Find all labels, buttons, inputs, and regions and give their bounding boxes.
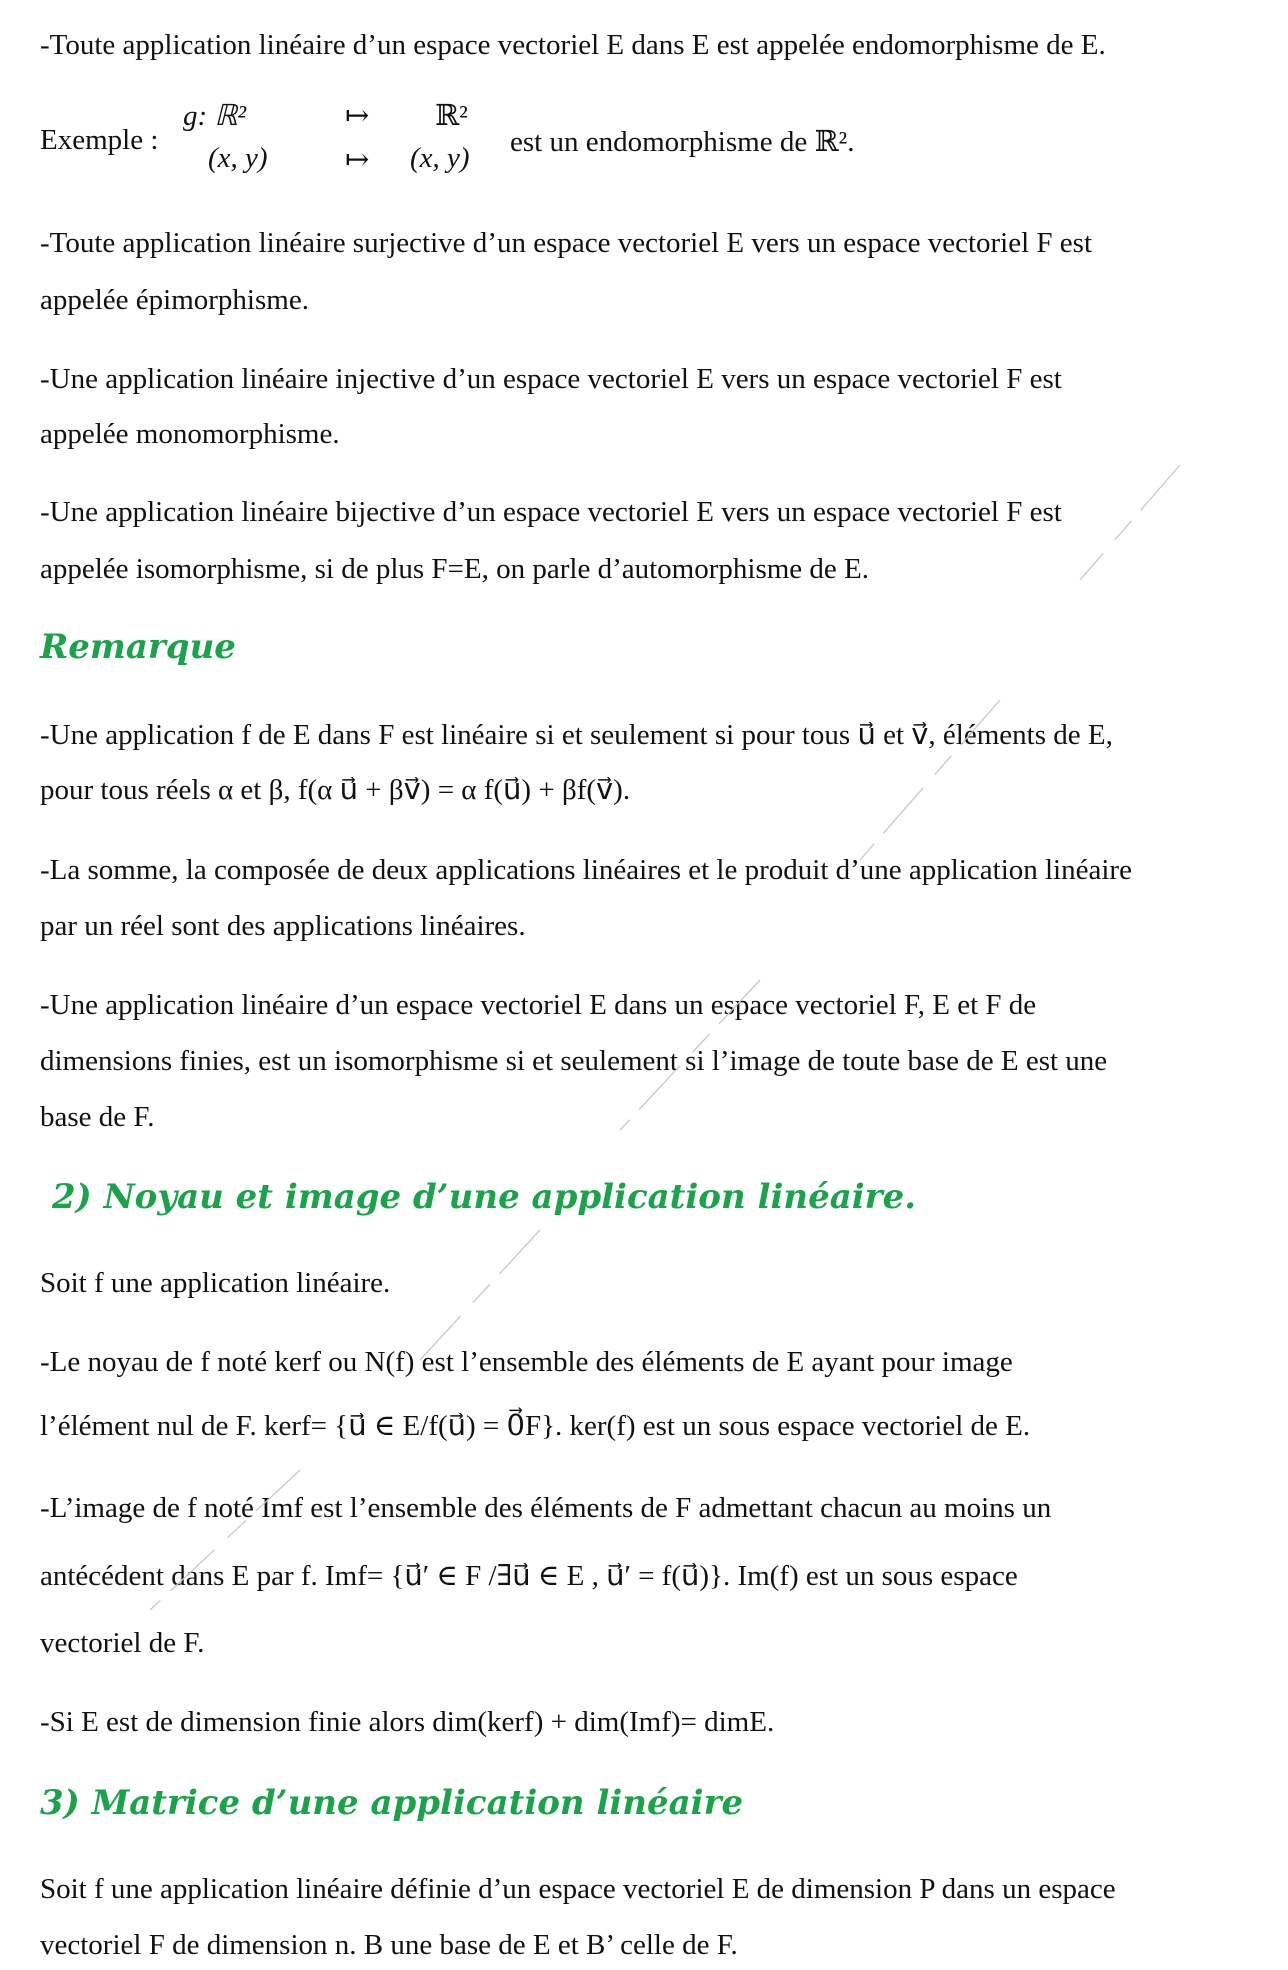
text-line: -Le noyau de f noté kerf ou N(f) est l’ensemble des éléments de E ayant pour image — [40, 1346, 1013, 1378]
text-line: -Toute application linéaire surjective d’un espace vectoriel E vers un espace vectoriel F est — [40, 227, 1093, 259]
map-codomain: ℝ² — [435, 100, 468, 132]
text-line: Soit f une application linéaire définie d’un espace vectoriel E de dimension P dans un espace — [40, 1873, 1116, 1905]
example-tail: est un endomorphisme de ℝ². — [510, 126, 855, 158]
text-line: -Une application linéaire d’un espace vectoriel E dans un espace vectoriel F, E et F de — [40, 989, 1037, 1021]
text-line: vectoriel de F. — [40, 1627, 205, 1659]
heading-matrice: 3) Matrice d’une application linéaire — [40, 1783, 744, 1823]
text-line: -L’image de f noté Imf est l’ensemble des éléments de F admettant chacun au moins un — [40, 1492, 1052, 1524]
maps-to-symbol: ↦ — [345, 144, 370, 176]
text-line: Soit f une application linéaire. — [40, 1267, 391, 1299]
text-line: par un réel sont des applications linéaires. — [40, 910, 526, 942]
text-line: -Si E est de dimension finie alors dim(kerf) + dim(Imf)= dimE. — [40, 1706, 775, 1738]
text-line: vectoriel F de dimension n. B une base de E et B’ celle de F. — [40, 1929, 738, 1961]
text-line: pour tous réels α et β, f(α u⃗ + βv⃗) = α f(u⃗) + βf(v⃗). — [40, 774, 631, 806]
text-line: -Une application f de E dans F est linéaire si et seulement si pour tous u⃗ et v⃗, éléments de E, — [40, 719, 1113, 751]
map-domain: g: ℝ² — [183, 100, 247, 132]
text-line: appelée isomorphisme, si de plus F=E, on parle d’automorphisme de E. — [40, 553, 869, 585]
text-line: antécédent dans E par f. Imf= {u⃗′ ∈ F /∃u⃗ ∈ E , u⃗′ = f(u⃗)}. Im(f) est un sous espace — [40, 1560, 1018, 1592]
text-line: l’élément nul de F. kerf= {u⃗ ∈ E/f(u⃗) = 0⃗F}. ker(f) est un sous espace vectoriel de E. — [40, 1410, 1031, 1442]
text-line: appelée monomorphisme. — [40, 418, 340, 450]
map-output: (x, y) — [410, 142, 470, 174]
text-line: -La somme, la composée de deux applications linéaires et le produit d’une application linéaire — [40, 854, 1132, 886]
text-line: appelée épimorphisme. — [40, 284, 309, 316]
text-line: -Une application linéaire injective d’un espace vectoriel E vers un espace vectoriel F est — [40, 363, 1062, 395]
text-line: -Toute application linéaire d’un espace vectoriel E dans E est appelée endomorphisme de E. — [40, 29, 1106, 61]
text-line: base de F. — [40, 1101, 155, 1133]
map-input: (x, y) — [208, 142, 268, 174]
example-label: Exemple : — [40, 124, 159, 156]
text-line: dimensions finies, est un isomorphisme si et seulement si l’image de toute base de E est une — [40, 1045, 1108, 1077]
maps-to-symbol: ↦ — [345, 100, 370, 132]
heading-noyau-image: 2) Noyau et image d’une application linéaire. — [52, 1177, 917, 1217]
heading-remarque: Remarque — [40, 627, 236, 667]
text-line: -Une application linéaire bijective d’un espace vectoriel E vers un espace vectoriel F est — [40, 496, 1062, 528]
